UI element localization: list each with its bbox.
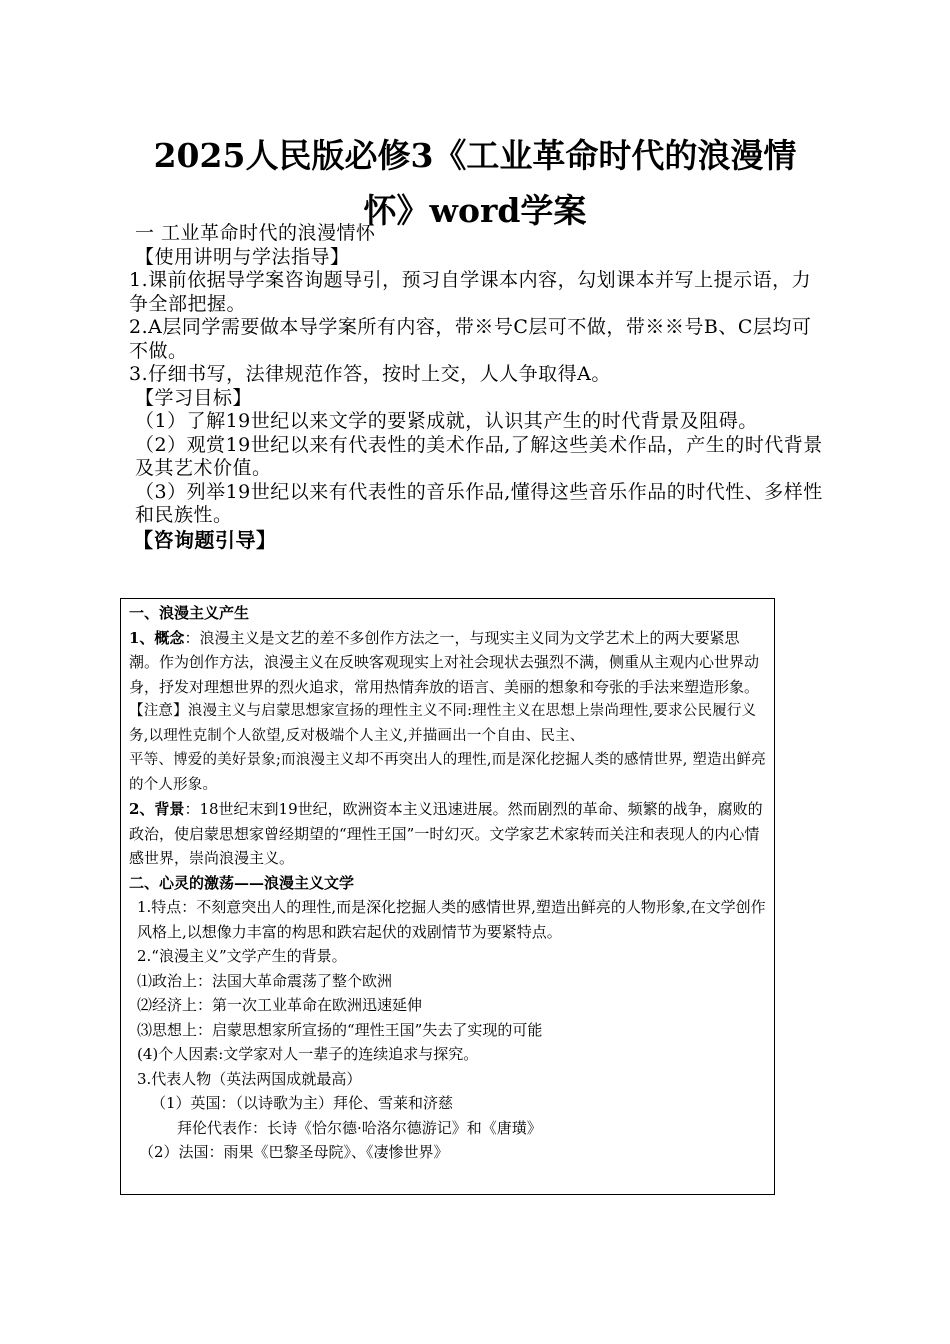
concept-text: ：浪漫主义是文艺的差不多创作方法之一，与现实主义同为文学艺术上的两大要紧思潮。作为创作方法，浪漫主义在反映客观现实上对社会现状去强烈不满，侧重从主观内心世界动身，抒发对理想世界的烈火追求，常用热情奔放的语言、美丽的想象和夸张的手法来塑造形象。 [129,628,760,696]
literature-background-item-3: ⑶思想上：启蒙思想家所宣扬的“理性王国”失去了实现的可能 [137,1020,543,1039]
representatives-heading: 3.代表人物（英法两国成就最高） [137,1069,362,1088]
representatives-uk-works: 拜伦代表作：长诗《恰尔德·哈洛尔德游记》和《唐璜》 [177,1118,542,1137]
goal-item-2: （2）观赏19世纪以来有代表性的美术作品,了解这些美术作品，产生的时代背景及其艺术价值。 [135,433,823,479]
title-line-1: 2025人民版必修3《工业革命时代的浪漫情 [153,136,797,175]
concept-paragraph [129,626,766,700]
usage-item-2: 2.A层同学需要做本导学案所有内容，带※号C层可不做，带※※号B、C层均可不做。 [129,316,812,362]
intro-section [115,222,825,552]
concept-label: 1、概念 [129,628,185,647]
feature-paragraph: 1.特点：不刻意突出人的理性,而是深化挖掘人类的感情世界,塑造出鲜亮的人物形象,在文学创作风格上,以想像力丰富的构思和跌宕起伏的戏剧情节为要紧特点。 [137,898,766,941]
note-line-1: 【注意】浪漫主义与启蒙思想家宣扬的理性主义不同:理性主义在思想上崇尚理性,要求公民履行义务,以理性克制个人欲望,反对极端个人主义,并描画出一个自由、民主、 [129,703,757,744]
usage-header: 【使用讲明与学法指导】 [135,245,350,268]
goal-item-1: （1）了解19世纪以来文学的要紧成就，认识其产生的时代背景及阻碍。 [135,410,758,432]
box-section-2-title: 二、心灵的激荡——浪漫主义文学 [129,873,355,892]
background-text: ：18世纪末到19世纪，欧洲资本主义迅速进展。然而剧烈的革命、频繁的战争，腐败的政治，使启蒙思想家曾经期望的“理性王国”一时幻灭。文学家艺术家转而关注和表现人的内心情感世界，崇尚浪漫主义。 [129,800,763,867]
background-paragraph [129,797,766,871]
title-line-2: 怀》word学案 [363,191,587,230]
background-label: 2、背景 [129,800,185,818]
literature-background-item-2: ⑵经济上：第一次工业革命在欧洲迅速延伸 [137,996,423,1014]
representatives-france: （2）法国：雨果《巴黎圣母院》、《凄惨世界》 [139,1143,449,1161]
goal-item-3: （3）列举19世纪以来有代表性的音乐作品,懂得这些音乐作品的时代性、多样性和民族性。 [135,480,823,526]
note-line-2: 平等、博爱的美好景象;而浪漫主义却不再突出人的理性,而是深化挖掘人类的感情世界, 塑造出鲜亮的个人形象。 [129,752,766,793]
guide-content-box [120,598,775,1195]
literature-background-item-4: (4)个人因素:文学家对人一辈子的连续追求与探究。 [137,1045,479,1063]
section-heading: 一 工业革命时代的浪漫情怀 [135,222,376,244]
representatives-uk: （1）英国：（以诗歌为主）拜伦、雪莱和济慈 [151,1094,454,1112]
literature-background-item-1: ⑴政治上：法国大革命震荡了整个欧洲 [137,971,393,990]
usage-item-1: 1.课前依据导学案咨询题导引，预习自学课本内容，勾划课本并写上提示语，力争全部把握。 [129,269,812,315]
usage-item-3: 3.仔细书写，法律规范作答，按时上交，人人争取得A。 [129,363,611,385]
box-section-1-title: 一、浪漫主义产生 [129,604,250,622]
guide-header: 【咨询题引导】 [133,527,277,552]
goals-header: 【学习目标】 [135,386,253,409]
literature-background-heading: 2.“浪漫主义”文学产生的背景。 [137,947,347,965]
